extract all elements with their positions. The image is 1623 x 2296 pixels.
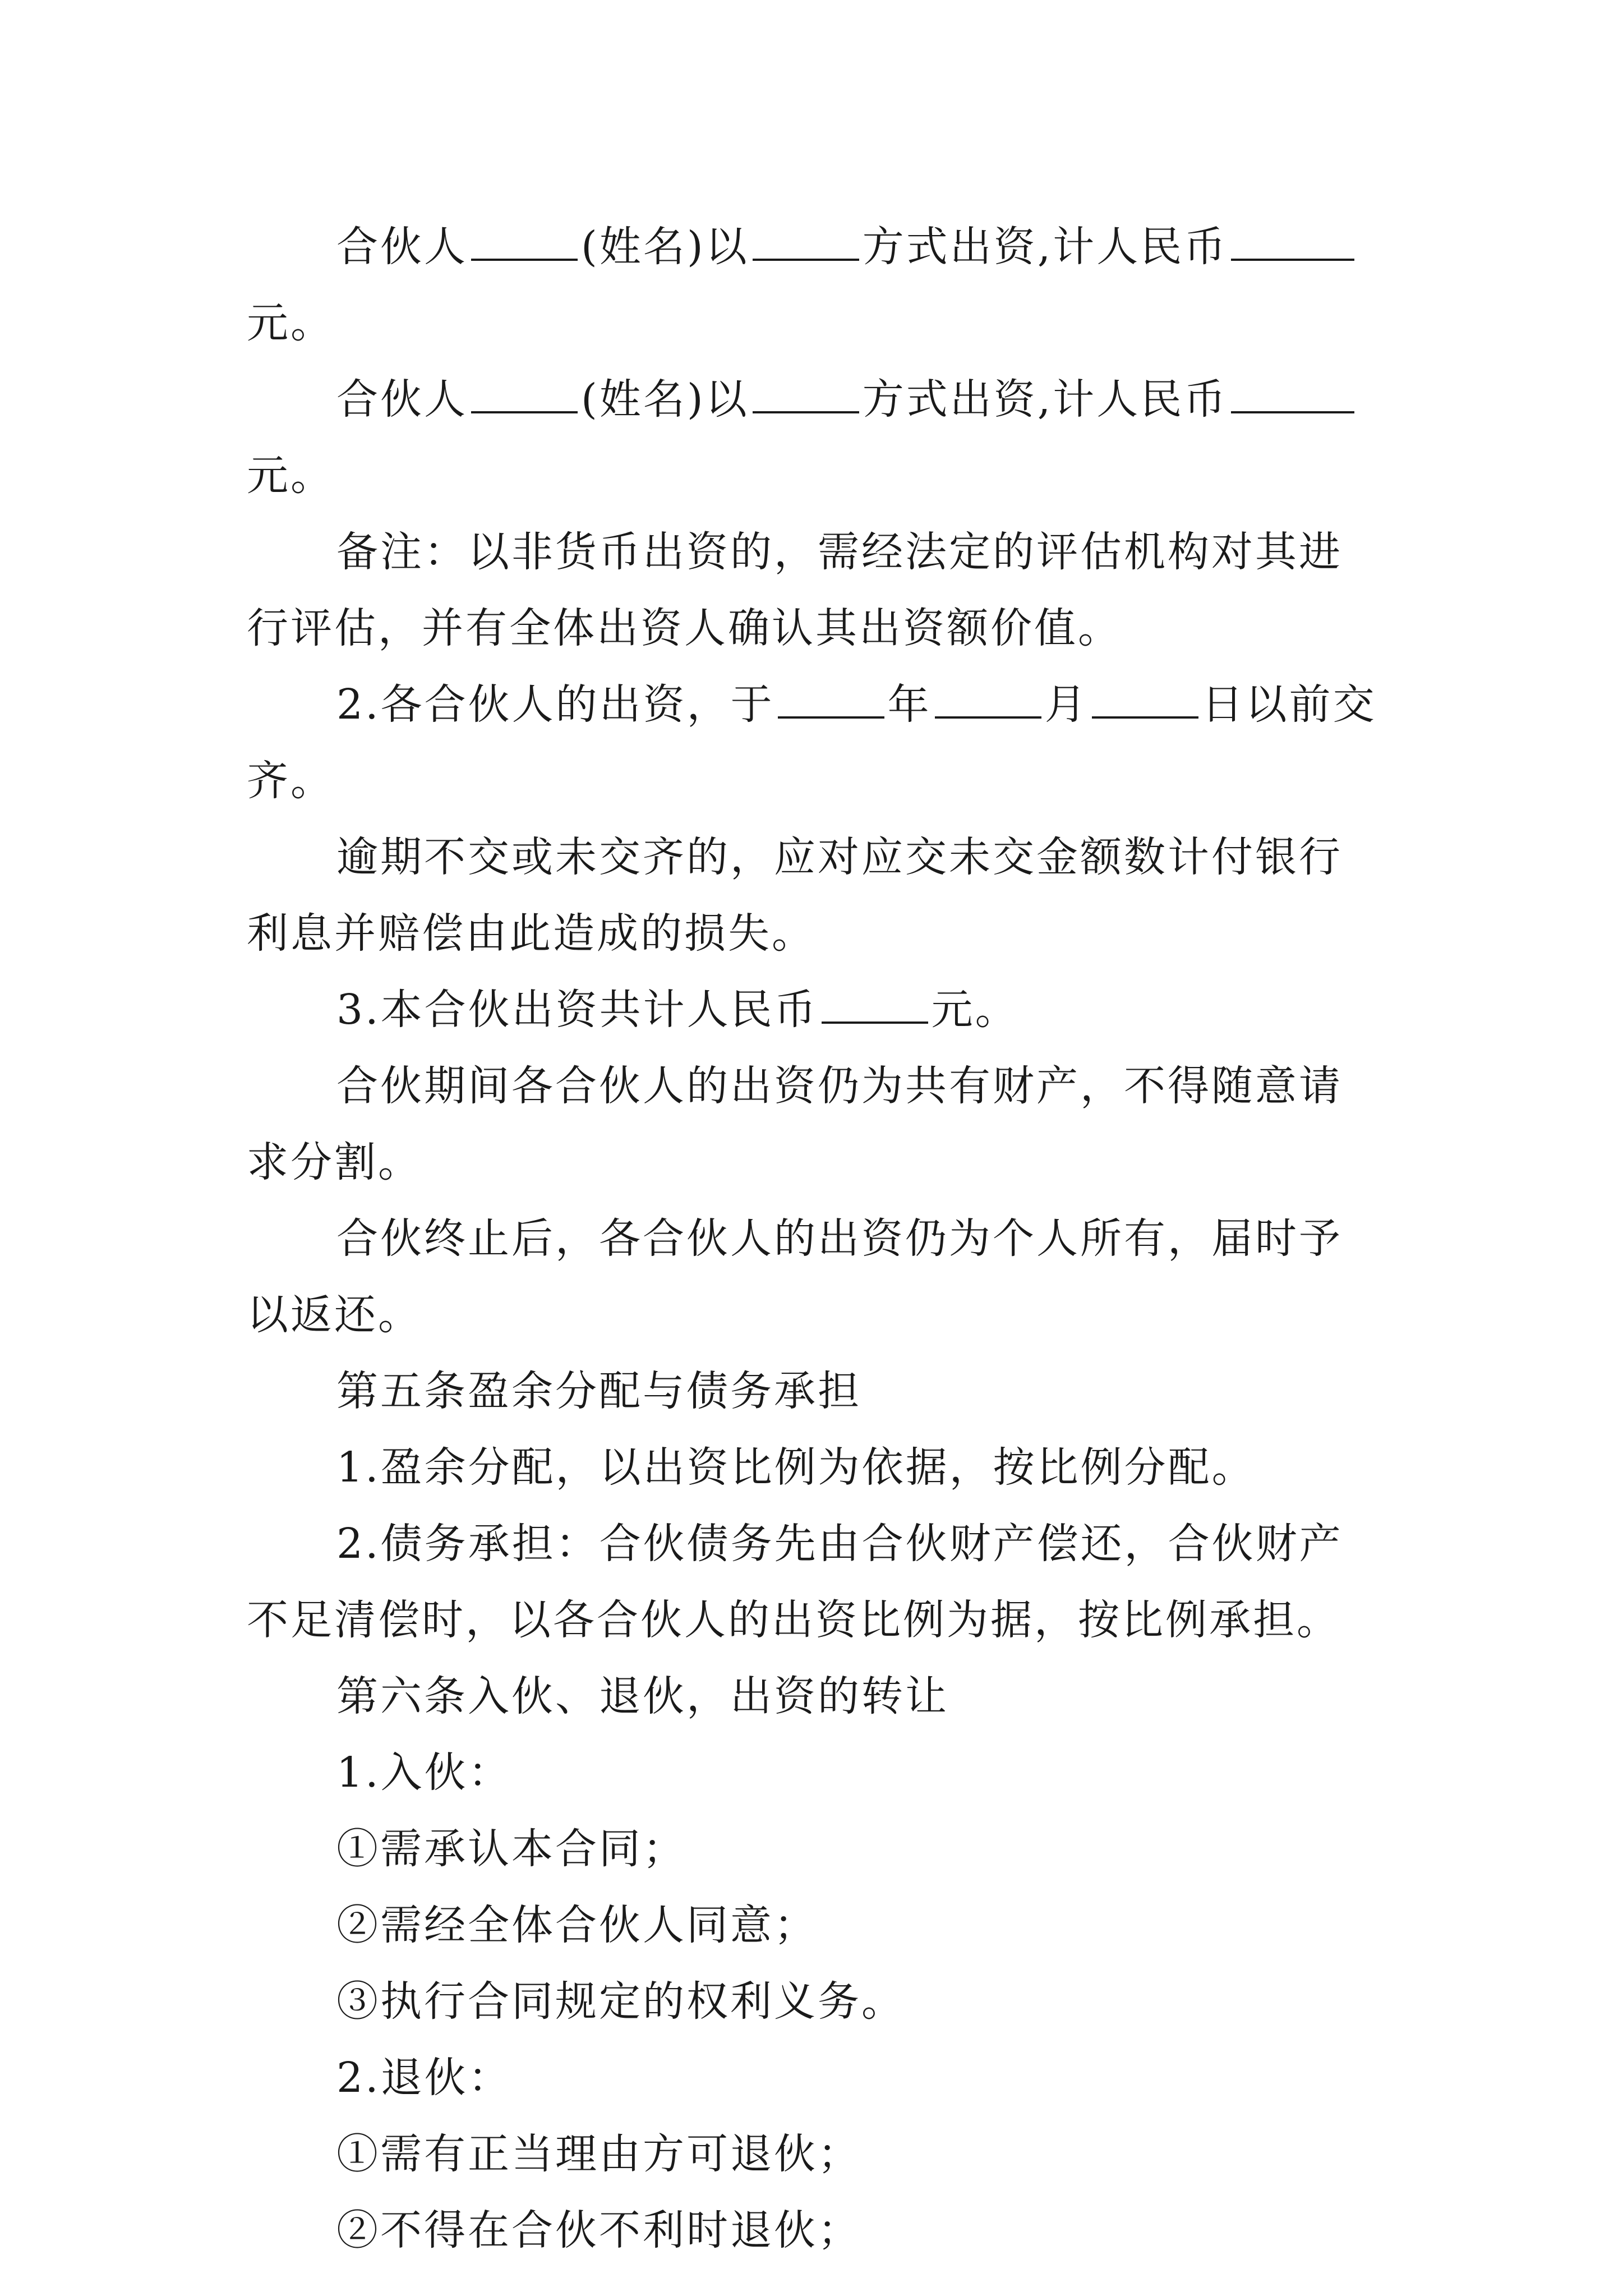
total-suffix: 元。 [931,986,1019,1034]
join-title: 1.入伙： [336,1749,512,1797]
join-item-3: ③执行合同规定的权利义务。 [336,1977,905,2026]
deadline-prefix: 2.各合伙人的出资，于 [336,680,774,729]
name-blank[interactable] [471,223,578,261]
name-hint: (姓名)以 [581,375,749,424]
day-blank[interactable] [1092,680,1198,719]
total-paragraph [247,972,1385,1048]
document-content [247,209,1385,2269]
name-hint: (姓名)以 [581,223,749,271]
note-paragraph: 备注：以非货币出资的，需经法定的评估机构对其进行评估，并有全体出资人确认其出资额价值。 [247,528,1343,652]
article-5-title: 第五条盈余分配与债务承担 [336,1367,861,1415]
year-blank[interactable] [778,680,884,719]
method-text: 方式出资,计人民币 [862,375,1228,424]
article-5-item-2: 2.债务承担：合伙债务先由合伙财产偿还，合伙财产不足清偿时，以各合伙人的出资比例为据，按比例承担。 [247,1520,1343,1644]
total-amount-blank[interactable] [822,986,928,1024]
return-paragraph: 合伙终止后，各合伙人的出资仍为个人所有，届时予以返还。 [247,1214,1343,1339]
contribution-line-1 [247,209,1385,361]
unit-text: 元。 [247,452,334,500]
amount-blank[interactable] [1231,223,1354,261]
withdraw-item-2: ②不得在合伙不利时退伙； [336,2206,861,2254]
article-5-item-1: 1.盈余分配，以出资比例为依据，按比例分配。 [336,1443,1256,1492]
withdraw-title: 2.退伙： [336,2054,512,2102]
month-label: 月 [1044,680,1089,729]
method-blank[interactable] [753,223,859,261]
month-blank[interactable] [935,680,1041,719]
deadline-suffix: 日以前交齐。 [247,680,1377,805]
contribution-prefix: 合伙人 [336,223,468,271]
total-prefix: 3.本合伙出资共计人民币 [336,986,818,1034]
name-blank[interactable] [471,375,578,413]
join-item-1: ①需承认本合同； [336,1825,686,1873]
join-item-2: ②需经全体合伙人同意； [336,1901,818,1949]
method-blank[interactable] [753,375,859,413]
contribution-line-2 [247,361,1385,514]
amount-blank[interactable] [1231,375,1354,413]
late-paragraph: 逾期不交或未交齐的，应对应交未交金额数计付银行利息并赔偿由此造成的损失。 [247,833,1343,958]
deadline-paragraph [247,666,1385,819]
year-label: 年 [887,680,932,729]
method-text: 方式出资,计人民币 [862,223,1228,271]
article-6-title: 第六条入伙、退伙，出资的转让 [336,1672,949,1720]
shared-property-paragraph: 合伙期间各合伙人的出资仍为共有财产，不得随意请求分割。 [247,1062,1343,1186]
withdraw-item-1: ①需有正当理由方可退伙； [336,2130,861,2178]
unit-text: 元。 [247,299,334,347]
contribution-prefix: 合伙人 [336,375,468,424]
